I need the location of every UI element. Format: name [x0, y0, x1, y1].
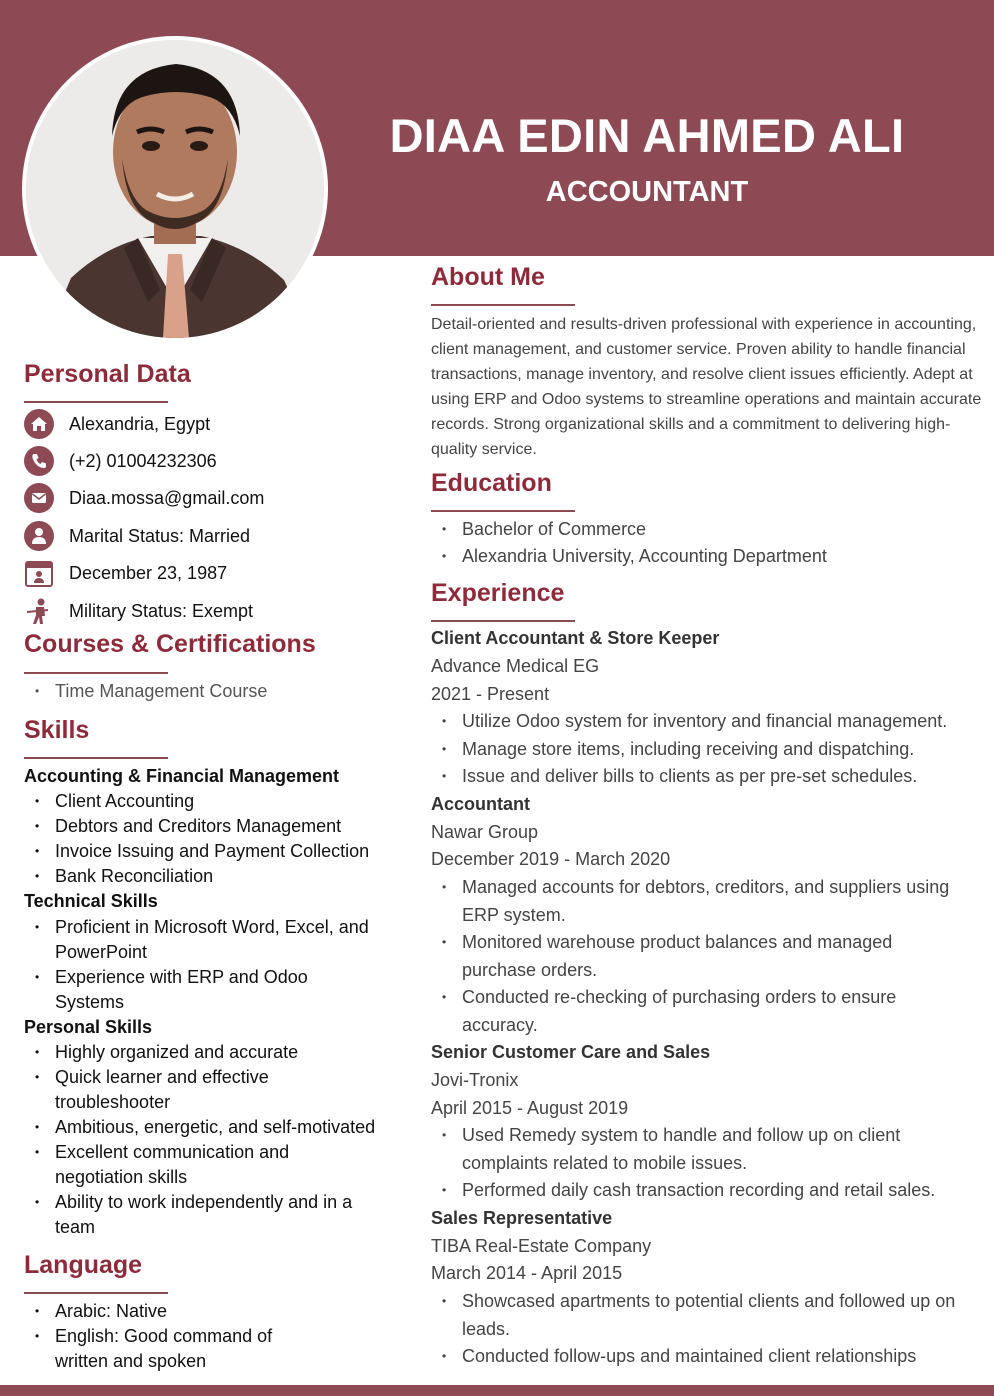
- job-title: Client Accountant & Store Keeper: [431, 628, 720, 648]
- profile-photo-illustration: [26, 40, 324, 338]
- footer-band: [0, 1385, 994, 1396]
- education-title: Education: [431, 469, 552, 497]
- mail-icon: [24, 483, 54, 513]
- education-rule: [431, 510, 575, 512]
- skills-title: Skills: [24, 716, 90, 744]
- list-item-continued: written and spoken: [55, 1351, 207, 1371]
- skills-group-list: [24, 915, 369, 1015]
- skills-group-title: Accounting & Financial Management: [24, 766, 340, 786]
- experience-rule: [431, 620, 575, 622]
- language-rule: [24, 1292, 168, 1294]
- contact-military: [24, 596, 254, 626]
- courses-title: Courses & Certifications: [24, 630, 316, 658]
- education-list: [431, 516, 827, 570]
- job-period: December 2019 - March 2020: [431, 849, 671, 869]
- contact-address-text: Alexandria, Egypt: [69, 413, 211, 434]
- job-title: Accountant: [431, 794, 530, 814]
- skills-group-title: Personal Skills: [24, 1017, 153, 1037]
- contact-marital-text: Marital Status: Married: [69, 525, 251, 546]
- job-bullets: [431, 1122, 971, 1205]
- skills-group-list: [24, 789, 369, 889]
- job-bullets: [431, 1288, 976, 1371]
- candidate-role: ACCOUNTANT: [545, 176, 749, 208]
- job-title: Sales Representative: [431, 1208, 613, 1228]
- personal-data-rule: [24, 401, 168, 403]
- contact-phone-text: (+2) 01004232306: [69, 450, 217, 471]
- list-item: • Bachelor of Commerce: [431, 516, 827, 543]
- contact-phone: [24, 446, 217, 476]
- list-item: • Experience with ERP and Odoo: [24, 965, 369, 990]
- person-icon: [24, 521, 54, 551]
- contact-email-text: Diaa.mossa@gmail.com: [69, 487, 265, 508]
- list-item: • Invoice Issuing and Payment Collection: [24, 839, 369, 864]
- contact-birthdate: [24, 558, 228, 588]
- contact-military-text: Military Status: Exempt: [69, 600, 254, 621]
- phone-icon: [24, 446, 54, 476]
- job-period: March 2014 - April 2015: [431, 1263, 623, 1283]
- job-company: Nawar Group: [431, 822, 539, 842]
- list-item: • Used Remedy system to handle and follow up on client complaints related to mobile issues.: [431, 1122, 971, 1177]
- contact-birthdate-text: December 23, 1987: [69, 562, 228, 583]
- list-item-continued: negotiation skills: [55, 1167, 188, 1187]
- list-item: • Performed daily cash transaction recording and retail sales.: [431, 1177, 971, 1205]
- courses-rule: [24, 672, 168, 674]
- list-item: • Showcased apartments to potential clients and followed up on leads.: [431, 1288, 976, 1343]
- list-item: • Proficient in Microsoft Word, Excel, and: [24, 915, 369, 940]
- list-item: • Ambitious, energetic, and self-motivated: [24, 1115, 375, 1140]
- list-item: • English: Good command of: [24, 1324, 272, 1349]
- list-item: • Excellent communication and: [24, 1140, 375, 1165]
- job-company: Jovi-Tronix: [431, 1070, 519, 1090]
- list-item: • Monitored warehouse product balances and managed purchase orders.: [431, 929, 971, 984]
- calendar-icon: [24, 558, 54, 588]
- soldier-icon: [24, 596, 54, 626]
- contact-address: [24, 409, 211, 439]
- language-title: Language: [24, 1251, 143, 1279]
- job-title: Senior Customer Care and Sales: [431, 1042, 711, 1062]
- contact-email: [24, 483, 265, 513]
- list-item: • Issue and deliver bills to clients as per pre-set schedules.: [431, 763, 991, 791]
- list-item: • Conducted follow-ups and maintained client relationships: [431, 1343, 976, 1371]
- contact-marital: [24, 521, 251, 551]
- list-item: • Debtors and Creditors Management: [24, 814, 369, 839]
- list-item: • Manage store items, including receiving and dispatching.: [431, 736, 991, 764]
- courses-list: [24, 679, 267, 704]
- skills-rule: [24, 757, 168, 759]
- list-item-continued: troubleshooter: [55, 1092, 171, 1112]
- list-item: • Client Accounting: [24, 789, 369, 814]
- skills-group-list: [24, 1040, 375, 1240]
- list-item: • Utilize Odoo system for inventory and financial management.: [431, 708, 991, 736]
- job-company: Advance Medical EG: [431, 656, 600, 676]
- job-company: TIBA Real-Estate Company: [431, 1236, 652, 1256]
- list-item: • Arabic: Native: [24, 1299, 272, 1324]
- about-text: Detail-oriented and results-driven professional with experience in accounting, client management, and customer service. Proven ability to handle financial transactions, manage inventory, and resolve client issues efficiently. Adept at using ERP and Odoo systems to streamline operations and maintain accurate records. Strong organizational skills and a commitment to delivering high-quality service.: [431, 316, 982, 458]
- candidate-name: DIAA EDIN AHMED ALI: [389, 109, 905, 162]
- profile-photo: [26, 40, 324, 338]
- job-period: 2021 - Present: [431, 684, 550, 704]
- list-item-continued: team: [55, 1217, 96, 1237]
- list-item: • Time Management Course: [24, 679, 267, 704]
- about-title: About Me: [431, 263, 545, 291]
- about-rule: [431, 304, 575, 306]
- language-list: [24, 1299, 272, 1374]
- home-icon: [24, 409, 54, 439]
- job-period: April 2015 - August 2019: [431, 1098, 629, 1118]
- job-bullets: [431, 874, 971, 1040]
- list-item: • Highly organized and accurate: [24, 1040, 375, 1065]
- list-item: • Ability to work independently and in a: [24, 1190, 375, 1215]
- experience-title: Experience: [431, 579, 565, 607]
- list-item: • Conducted re-checking of purchasing orders to ensure accuracy.: [431, 984, 971, 1039]
- list-item-continued: Systems: [55, 992, 125, 1012]
- skills-group-title: Technical Skills: [24, 891, 158, 911]
- personal-data-title: Personal Data: [24, 360, 191, 388]
- list-item: • Managed accounts for debtors, creditors, and suppliers using ERP system.: [431, 874, 971, 929]
- list-item: • Bank Reconciliation: [24, 864, 369, 889]
- list-item-continued: PowerPoint: [55, 942, 148, 962]
- job-bullets: [431, 708, 991, 791]
- list-item: • Alexandria University, Accounting Department: [431, 543, 827, 570]
- list-item: • Quick learner and effective: [24, 1065, 375, 1090]
